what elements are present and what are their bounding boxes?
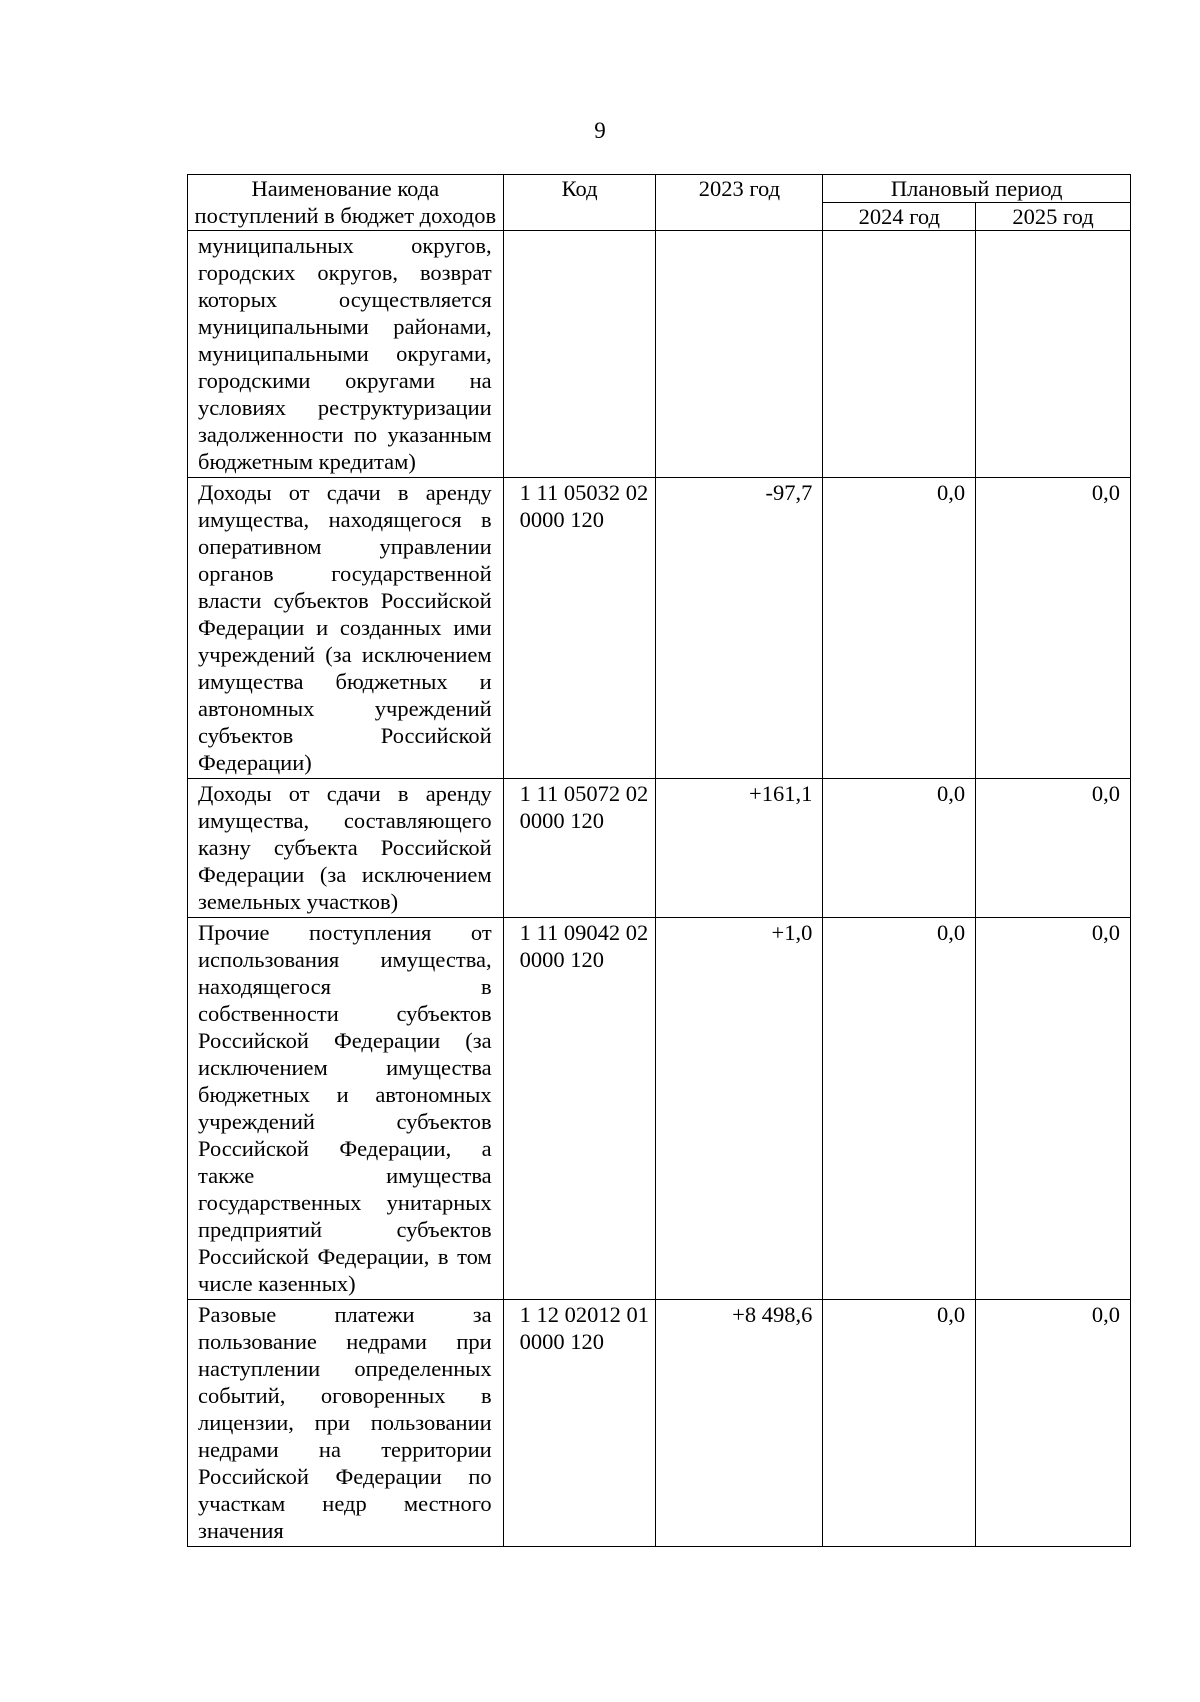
row-value-2024: 0,0 [823,478,976,779]
table-header [188,175,1131,231]
header-planned-period: Плановый период [823,175,1131,203]
table-body [188,231,1131,1547]
row-value-2025: 0,0 [976,1300,1131,1547]
row-code: 1 11 05032 02 0000 120 [503,478,656,779]
row-name: муниципальных округов, городских округов, возврат которых осуществляется муниципальными районами, муниципальными округами, городскими округами на условиях реструктуризации задолженности по указанным бюджетным кредитам) [188,231,504,478]
row-value-2024: 0,0 [823,779,976,918]
header-year-2024: 2024 год [823,203,976,231]
row-value-2024: 0,0 [823,1300,976,1547]
header-name: Наименование кода поступлений в бюджет доходов [188,175,504,231]
header-year-2023: 2023 год [656,175,823,231]
table-row [188,779,1131,918]
row-name: Доходы от сдачи в аренду имущества, составляющего казну субъекта Российской Федерации (за исключением земельных участков) [188,779,504,918]
row-name: Разовые платежи за пользование недрами при наступлении определенных событий, оговоренных в лицензии, при пользовании недрами на территории Российской Федерации по участкам недр местного значения [188,1300,504,1547]
row-value-2025 [976,231,1131,478]
revenue-table [187,174,1131,1547]
row-code: 1 12 02012 01 0000 120 [503,1300,656,1547]
row-code [503,231,656,478]
row-value-2024: 0,0 [823,918,976,1300]
header-code: Код [503,175,656,231]
table-row [188,1300,1131,1547]
row-name: Прочие поступления от использования имущества, находящегося в собственности субъектов Российской Федерации (за исключением имущества бюджетных и автономных учреждений субъектов Российской Федерации, а также имущества государственных унитарных предприятий субъектов Российской Федерации, в том числе казенных) [188,918,504,1300]
row-value-2023: -97,7 [656,478,823,779]
row-value-2023: +8 498,6 [656,1300,823,1547]
page-number: 9 [594,118,606,143]
row-name: Доходы от сдачи в аренду имущества, находящегося в оперативном управлении органов государственной власти субъектов Российской Федерации и созданных ими учреждений (за исключением имущества бюджетных и автономных учреждений субъектов Российской Федерации) [188,478,504,779]
table-row [188,918,1131,1300]
row-value-2025: 0,0 [976,478,1131,779]
table-row [188,478,1131,779]
table-row [188,231,1131,478]
row-value-2025: 0,0 [976,779,1131,918]
row-value-2023 [656,231,823,478]
row-code: 1 11 05072 02 0000 120 [503,779,656,918]
row-value-2025: 0,0 [976,918,1131,1300]
header-year-2025: 2025 год [976,203,1131,231]
row-code: 1 11 09042 02 0000 120 [503,918,656,1300]
row-value-2023: +1,0 [656,918,823,1300]
row-value-2024 [823,231,976,478]
row-value-2023: +161,1 [656,779,823,918]
